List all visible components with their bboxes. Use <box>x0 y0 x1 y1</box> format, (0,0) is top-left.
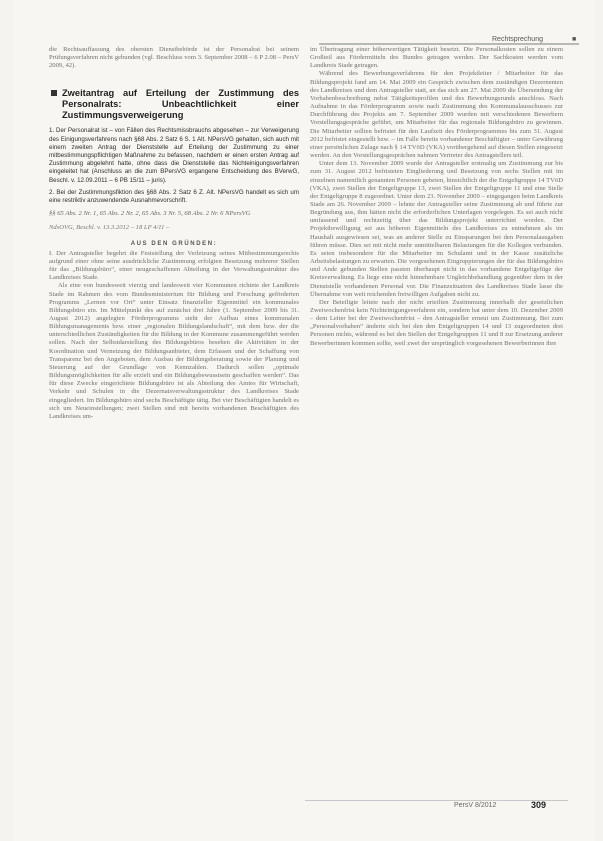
grounds-heading: AUS DEN GRÜNDEN: <box>130 240 218 247</box>
header-marker-icon: ■ <box>572 36 577 43</box>
heading-bullet-icon <box>51 90 57 96</box>
header-rule <box>319 43 579 45</box>
left-column <box>49 46 299 421</box>
page-number: 309 <box>531 800 547 810</box>
right-column <box>310 46 563 348</box>
headnote-2: 2. Bei der Zustimmungsfiktion des §68 Abs. 2 Satz 6 Z. Alt. NPersVG handelt es sich um eine restriktiv anzuwendende Ausnahmevorschrift. <box>49 188 299 205</box>
body-paragraph: im Übertragung einer höherwertigen Tätigkeit besetzt. Die Personalkosten sollen zu einem Großteil aus Fördermitteln des Bundes getragen werden. Der Sachkosten werden vom Landkreis Stade getragen. <box>310 46 563 70</box>
norm-references: §§ 65 Abs. 2 Nr. 1, 65 Abs. 2 Nr. 2, 65 Abs. 3 Nr. 5, 68 Abs. 2 Nr. 6 NPersVG <box>49 210 251 218</box>
headnote-1: 1. Der Personalrat ist – von Fällen des Rechtsmissbrauchs abgesehen – zur Verweigerung des Einigungsverfahrens nach §68 Abs. 2 Satz 6 S. 1 Alt. NPersVG gehalten, sich auch mit einem zweiten Antrag der Dienststelle auf Erteilung der Zustimmung zu einer mitbestimmungspflichtigen Maßnahme zu befassen, nachdem er einen ersten Antrag auf Zustimmung abgelehnt hatte, ohne dass die Dienststelle das Nichteinigungsverfahren eingeleitet hat (Anschluss an die zum BPersVG ergangene Entscheidung des BVerwG, Beschl. v. 12.09.2011 – 6 PB 15/11 – juris). <box>49 127 299 184</box>
footer-rule <box>305 800 568 801</box>
running-header: Rechtsprechung <box>492 36 543 43</box>
body-paragraph: Unter dem 13. November 2009 wurde der Antragsteller erstmalig um Zustimmung zur bis zum 31. August 2012 befristeten Eingliederung und Besetzung von sechs Stellen mit im einzelnen namentlich genannten Personen gebeten, hinsichtlich der die Entgeltgruppe 14 TVöD (VKA), zwei Stellen der Entgeltgruppe 13, zwei Stellen der Entgeltgruppe 11 und eine Stelle der Entgeltgruppe 8 zugeordnet. Unter dem 23. November 2009 – eingegangen beim Landkreis Stade am 26. November 2009 – lehnte der Antragsteller seine Zustimmung ab und führte zur Begründung aus, ihm hätten nicht die erforderlichen Unterlagen vorgelegen. Es sei auch nicht umfassend und rechtzeitig über das Bildungsprojekt unterrichtet worden. Der Projektbewilligung sei aus höheren Eigenmitteln des Landkreises zu entnehmen als im Haushalt ausgewiesen sei, was an anderer Stelle zu Einsparungen bei den Personalausgaben führen müsse. Dies sei mit nicht mehr unmittelbaren Belastungen für die Kollegen verbunden. Es seien insbesondere für die Mitarbeiter im Schulamt und in der Kasse zusätzliche Arbeitsbelastungen zu erwarten. Die vorgesehenen Eingruppierungen der für das Bildungsbüro und Ande gebunden Stellen passten überhaupt nicht in das vorhandene Entgeltgefüge der Kreisverwaltung. Es liege eine nicht hinnehmbare Ungleichbehandlung gegenüber dem in der Dienststelle vorhandenen Personal vor. Die Finanzsituation des Landkreises Stade lasse die Übernahme von weit reichenden freiwilligen Aufgaben nicht zu. <box>310 160 563 298</box>
body-paragraph: Als eine von bundesweit vierzig und landesweit vier Kommunen richtete der Landkreis Stade im Rahmen des vom Bundesministerium für Bildung und Forschung geförderten Programms „Lernen vor Ort“ unter Einsatz finanzieller Eigenmittel ein kommunales Bildungsbüro ein. Im Mittelpunkt des auf zunächst drei Jahre (1. September 2009 bis 31. August 2012) angelegten Förderprogramms steht der Aufbau eines kommunalen Bildungsmanagements bzw. einer „regionalen Bildungslandschaft“, mit dem bzw. der die unterschiedlichen Zuständigkeiten für die Bildung in der Kommune zusammengeführt werden sollen. Nach der Selbstdarstellung des Bildungsbüros besehen die Aktivitäten in der Koordination und Vernetzung der Bildungsanbieter, dem Erfassen und der Schaffung von Transparenz bei den Angeboten, dem Ausbau der Bildungsberatung sowie der Planung und Steuerung auf der Grundlage von Kennzahlen. Dadurch sollen „optimale Bildungsmöglichkeiten für alle erzielt und ein Bildungsbewusstsein geschaffen werden“. Das für diese Zwecke eingerichtete Bildungsbüro ist als Abteilung des Amtes für Wirtschaft, Verkehr und Schulen in die Dezernatsverwaltungsstruktur des Landkreises Stade eingegliedert. Im Bildungsbüro sind sechs Beschäftigte tätig. Bei vier Beschäftigten handelt es sich um Neueinstellungen; zwei Stellen sind mit bereits vorhandenen Beschäftigten des Landkreises um- <box>49 282 299 420</box>
article-heading <box>49 88 299 121</box>
body-paragraph: Während des Bewerbungsverfahrens für den Projektleiter / Mitarbeiter für das Bildungsprojekt fand am 14. Mai 2009 ein Gespräch zwischen dem zuständigen Dezernenten des Landkreises und dem Antragsteller statt, an das sich am 27. Mai 2009 die Übersendung der Vorhabenbeschreibung nebst Tätigkeitsprofilen und des Bewerbungsrunds anschloss. Nach Aufnahme in das Förderprogramm sowie nach Zustimmung des Kommunalausschusses zur Durchführung des Projekts am 7. September 2009 wurden mit verschiedenen Bewerbern Vorstellungsgespräche geführt, um Mitarbeiter für das regionale Bildungsbüro zu gewinnen. Die Mitarbeiter sollten befristet für den Laufzeit des Förderprogrammes bis zum 31. August 2012 befristet eingestellt bzw. – im Falle bereits vorhandener Beschäftigter – unter Gewährung einer persönlichen Zulage nach § 14 TVöD (VKA) vorübergehend auf diesen Stellen eingesetzt werden. An den Vorstellungsgesprächen nahmen Vertreter des Antragstellers teil. <box>310 70 563 160</box>
heading-text: Zweitantrag auf Erteilung der Zustimmung des Personalrats: Unbeachtlichkeit einer Zustimmungsverweigerung <box>62 88 299 121</box>
body-paragraph: Der Beteiligte leitete nach der nicht erteilten Zustimmung innerhalb der gesetzlichen Zweiwochenfrist kein Nichteinigungsverfahren ein, sondern bat unter dem 10. Dezember 2009 – dem Leiter bei der Zweiwochenfrist – den Antragsteller erneut um Zustimmung. Bei zum „Personalvorhaben“ änderte sich bei den den Entgeltgruppen 14 und 13 zugeordneten drei Personen nichts, während es bei den Stellen der Entgeltgruppen 11 und 8 zur Ersetzung anderer Bewerberinnen kommen sollte, weil zwei der ursprünglich vorgesehenen Bewerberinnen ihre <box>310 298 563 347</box>
journal-issue: PersV 8/2012 <box>454 802 497 809</box>
continued-paragraph: die Rechtsauffassung des obersten Dienstbehörde ist der Personalrat bei seinem Prüfungsverfahren nicht gebunden (vgl. Beschluss vom 3. September 2008 – 6 P 2.08 – PersV 2009, 42). <box>49 46 299 70</box>
decision-source: NdsOVG, Beschl. v. 13.3.2012 – 18 LP 4/11 – <box>49 224 170 232</box>
body-paragraph: I. Der Antragsteller begehrt die Feststellung der Verletzung seines Mitbestimmungsrechts aufgrund einer ohne seine ausdrückliche Zustimmung erfolgten Besetzung mehrerer Stellen für das „Bildungsbüro“, einer neugeschaffenen Abteilung in der Verwaltungsstruktur des Landkreises Stade. <box>49 249 299 282</box>
